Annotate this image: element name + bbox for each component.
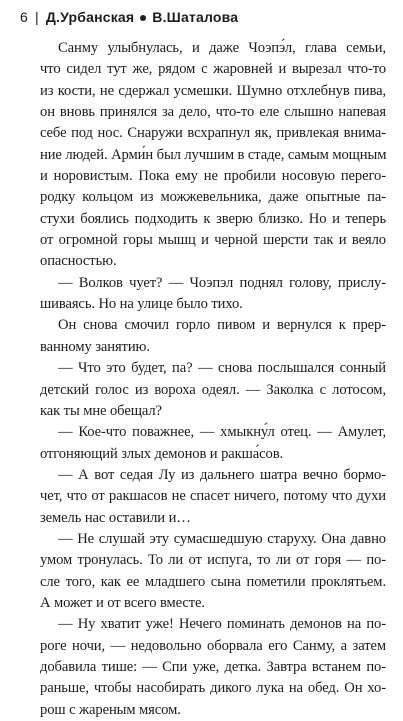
text-line: роге ночи, — недовольно оборвала его Санму, а затем: [40, 637, 386, 654]
text-line: рош с жареным мясом.: [40, 701, 181, 718]
author-name-2: В.Шаталова: [152, 9, 239, 25]
text-line: опасностью.: [40, 253, 117, 270]
text-line: — Кое-что поважнее, — хмыкну́л отец. — Амулет,: [58, 424, 386, 441]
text-line: ние людей. Арми́н был лучшим в стаде, самым мощным: [40, 146, 387, 163]
text-line: А может и от всего вместе.: [40, 594, 205, 611]
text-line: детский голос из вороха одеял. — Заколка с лотосом,: [40, 381, 386, 398]
text-line: и норовистым. Пока ему не пробили носовую перего-: [40, 168, 386, 185]
text-line: он вновь принялся за дело, что-то еле слышно напевая: [40, 104, 386, 121]
text-line: чет, что от ракшасов не спасет ничего, потому что духи: [40, 488, 386, 505]
text-line: как ты мне обещал?: [40, 402, 162, 419]
header-separator: |: [35, 9, 39, 25]
text-line: — Волков чует? — Чоэпэл поднял голову, прислу-: [58, 274, 386, 291]
text-line: ванному занятию.: [40, 338, 150, 355]
body-text: [40, 38, 386, 721]
text-line: что сидел тут же, рядом с жаровней и вырезал что-то: [40, 61, 386, 78]
text-line: раньше, чтобы насобирать дикого лука на обед. Он хо-: [40, 680, 386, 697]
text-line: от огромной горы мышц и черной шерсти так и веяло: [40, 232, 386, 249]
text-line: — Ну хватит уже! Нечего поминать демонов на по-: [58, 616, 386, 633]
text-line: родку кольцом из можжевельника, даже опытные па-: [40, 189, 386, 206]
text-line: — Что это будет, па? — снова послышался сонный: [58, 360, 386, 377]
text-line: — А вот седая Лу из дальнего шатра вечно бормо-: [58, 466, 386, 483]
text-line: шиваясь. Но на улице было тихо.: [40, 296, 243, 313]
text-line: — Не слушай эту сумасшедшую старуху. Она давно: [58, 530, 386, 547]
text-line: добавила тише: — Спи уже, детка. Завтра встанем по-: [40, 658, 386, 675]
running-header: [20, 7, 238, 27]
text-line: стухи боялись подходить к зверю близко. Но и теперь: [40, 210, 386, 227]
text-line: Он снова смочил горло пивом и вернулся к прер-: [58, 317, 386, 334]
bullet-dot-icon: [140, 15, 146, 21]
text-line: себе под нос. Снаружи всхрапнул як, привлекая внима-: [40, 125, 386, 142]
page-number: 6: [20, 9, 28, 25]
text-line: Санму улыбнулась, и даже Чоэпэ́л, глава семьи,: [58, 40, 386, 56]
text-line: из кости, не сдержал усмешки. Шумно отхлебнув пива,: [40, 82, 386, 99]
text-line: сле того, как ее младшего сына пометили проклятьем.: [40, 573, 386, 590]
text-line: земель нас оставили и…: [40, 509, 191, 526]
author-name-1: Д.Урбанская: [45, 9, 135, 25]
text-line: умом тронулась. То ли от испуга, то ли от горя — по-: [40, 552, 386, 569]
text-line: отгоняющий злых демонов и ракша́сов.: [40, 445, 284, 462]
